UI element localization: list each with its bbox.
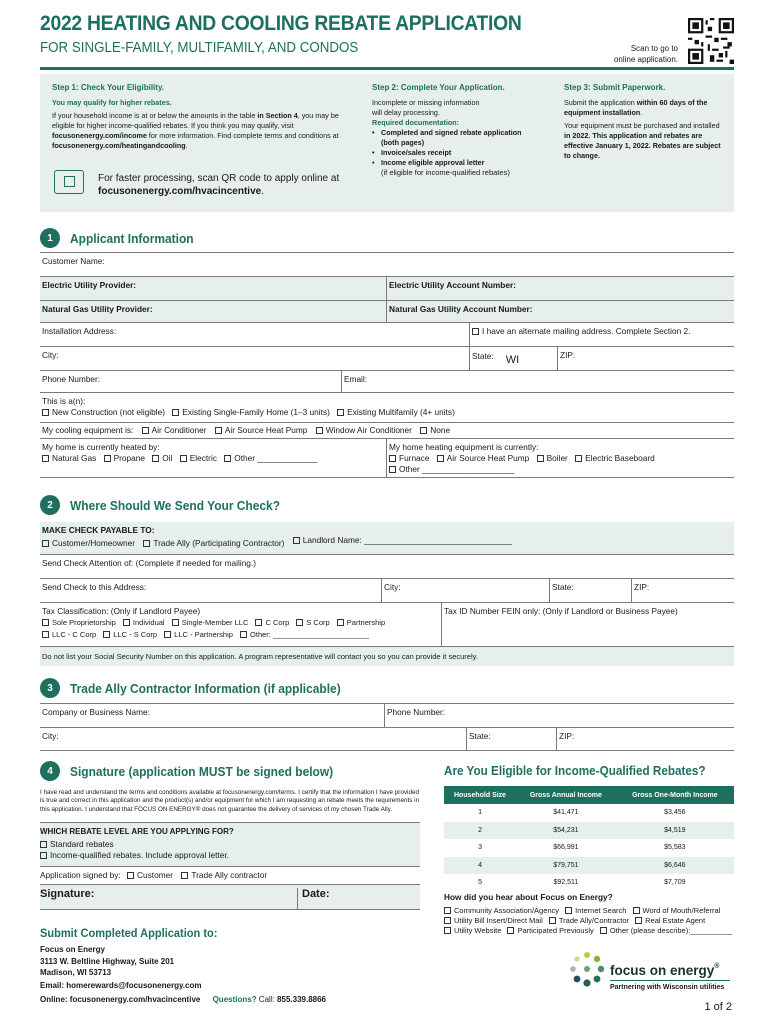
c-corp-checkbox[interactable]: C Corp bbox=[255, 618, 289, 627]
document-subtitle: FOR SINGLE-FAMILY, MULTIFAMILY, AND CONDOS bbox=[40, 40, 359, 56]
ta-phone-field[interactable]: Phone Number: bbox=[387, 707, 446, 717]
logo-wordmark: focus on energy® bbox=[610, 963, 720, 978]
heat-other-checkbox[interactable]: Other _____________ bbox=[224, 453, 317, 463]
online-link[interactable]: focusonenergy.com/hvacincentive bbox=[69, 995, 201, 1004]
required-docs-list: • Completed and signed rebate application (both pages) • Invoice/sales receipt • Income eligible approval letter (if eligible for income-qualified rebates) bbox=[372, 128, 552, 178]
pay-customer-checkbox[interactable]: Customer/Homeowner bbox=[42, 538, 135, 548]
payable-to-group: MAKE CHECK PAYABLE TO: Customer/Homeowner Trade Ally (Participating Contractor) Landlord Name: ________________________________ bbox=[40, 522, 734, 554]
hear-about-group: How did you hear about Focus on Energy? Community Association/Agency Internet Search Word of Mouth/Referral Utility Bill Insert/Direct Mail Trade Ally/Contractor Real Estate Agent Utility Website Participated Previously Other (please describe):__________ bbox=[444, 892, 733, 935]
signed-customer-checkbox[interactable]: Customer bbox=[127, 870, 173, 880]
income-table bbox=[444, 786, 734, 892]
email-link[interactable]: homerewards@focusonenergy.com bbox=[66, 981, 202, 990]
tax-id-field[interactable]: Tax ID Number FEIN only: (Only if Landlord or Business Payee) bbox=[444, 606, 678, 616]
logo-rule bbox=[610, 980, 730, 981]
focus-on-energy-logo-icon bbox=[568, 950, 606, 988]
hear-community-checkbox[interactable]: Community Association/Agency bbox=[444, 906, 559, 915]
income-header-household: Household Size bbox=[444, 786, 516, 804]
hvac-incentive-link[interactable]: focusonenergy.com/hvacincentive bbox=[98, 186, 262, 197]
installation-address-field[interactable]: Installation Address: bbox=[40, 323, 470, 346]
hear-other-checkbox[interactable]: Other (please describe):__________ bbox=[600, 926, 732, 935]
ta-company-field[interactable]: Company or Business Name: bbox=[40, 704, 385, 727]
hear-internet-checkbox[interactable]: Internet Search bbox=[565, 906, 626, 915]
table-row: 3 $66,991 $5,583 bbox=[478, 844, 686, 852]
signature-field[interactable]: Signature: bbox=[40, 888, 298, 910]
phone-field[interactable]: Phone Number: bbox=[40, 371, 342, 392]
rebate-level-group: WHICH REBATE LEVEL ARE YOU APPLYING FOR? Standard rebates Income-qualified rebates. Include approval letter. bbox=[40, 822, 420, 866]
hear-utility-website-checkbox[interactable]: Utility Website bbox=[444, 926, 501, 935]
income-qualified-checkbox[interactable]: Income-qualified rebates. Include approval letter. bbox=[40, 850, 420, 861]
email-field[interactable]: Email: bbox=[344, 374, 368, 384]
heat-propane-checkbox[interactable]: Propane bbox=[104, 453, 145, 463]
table-row: 1 $41,471 $3,456 bbox=[478, 809, 686, 817]
existing-single-family-checkbox[interactable]: Existing Single-Family Home (1–3 units) bbox=[172, 407, 330, 417]
date-field[interactable]: Date: bbox=[302, 888, 330, 900]
cool-window-checkbox[interactable]: Window Air Conditioner bbox=[316, 425, 412, 435]
attention-field[interactable]: Send Check Attention of: (Complete if needed for mailing.) bbox=[40, 554, 734, 578]
signed-trade-ally-checkbox[interactable]: Trade Ally contractor bbox=[181, 870, 267, 880]
send-address-field[interactable]: Send Check to this Address: bbox=[40, 579, 382, 602]
income-eligibility-title: Are You Eligible for Income-Qualified Rebates? bbox=[444, 763, 706, 778]
pay-trade-ally-checkbox[interactable]: Trade Ally (Participating Contractor) bbox=[143, 538, 284, 548]
cool-ashp-checkbox[interactable]: Air Source Heat Pump bbox=[215, 425, 308, 435]
phone-link[interactable]: 855.339.8866 bbox=[277, 995, 326, 1004]
zip-field[interactable]: ZIP: bbox=[560, 350, 576, 360]
ta-zip-field[interactable]: ZIP: bbox=[559, 731, 575, 741]
document-title: 2022 HEATING AND COOLING REBATE APPLICATION bbox=[40, 12, 522, 35]
ta-city-field[interactable]: City: bbox=[40, 728, 467, 750]
header-rule bbox=[40, 67, 734, 70]
eq-baseboard-checkbox[interactable]: Electric Baseboard bbox=[575, 453, 655, 463]
step-1: Step 1: Check Your Eligibility. You may qualify for higher rebates. If your household income is at or below the amounts in the table in Section 4, you may be eligible for higher income-qualified rebates. If you think you may qualify, visit focusonenergy.com/income for more information. Find complete terms and conditions at focusonenergy.com/heatingandcooling. bbox=[52, 83, 339, 150]
gas-provider-field[interactable]: Natural Gas Utility Provider: bbox=[40, 301, 387, 322]
llc-partnership-checkbox[interactable]: LLC - Partnership bbox=[164, 630, 233, 639]
pay-landlord-checkbox[interactable]: Landlord Name: ________________________________ bbox=[293, 535, 512, 545]
heat-gas-checkbox[interactable]: Natural Gas bbox=[42, 453, 96, 463]
eq-boiler-checkbox[interactable]: Boiler bbox=[537, 453, 568, 463]
submit-address: Focus on Energy 3113 W. Beltline Highway, Suite 201 Madison, WI 53713 bbox=[40, 945, 175, 977]
section-1-header: 1 Applicant Information bbox=[40, 228, 204, 248]
customer-name-field[interactable]: Customer Name: bbox=[40, 252, 734, 276]
cooling-equipment-group: My cooling equipment is: Air Conditioner Air Source Heat Pump Window Air Conditioner None bbox=[40, 422, 734, 438]
state-field[interactable]: State: WI bbox=[470, 347, 558, 370]
scan-instruction: Scan to go to online application. bbox=[613, 44, 678, 64]
alternate-address-checkbox[interactable]: I have an alternate mailing address. Complete Section 2. bbox=[470, 323, 734, 346]
heat-electric-checkbox[interactable]: Electric bbox=[180, 453, 217, 463]
checkbox-icon bbox=[472, 328, 479, 335]
s-corp-checkbox[interactable]: S Corp bbox=[296, 618, 329, 627]
income-header-monthly: Gross One-Month Income bbox=[616, 786, 734, 804]
heat-oil-checkbox[interactable]: Oil bbox=[152, 453, 172, 463]
table-row: 2 $54,231 $4,519 bbox=[444, 822, 734, 840]
section-3-header: 3 Trade Ally Contractor Information (if applicable) bbox=[40, 678, 364, 698]
page-number: 1 of 2 bbox=[704, 1001, 732, 1013]
table-row: 4 $79,751 $6,646 bbox=[444, 857, 734, 875]
heating-equipment-group: My home heating equipment is currently: Furnace Air Source Heat Pump Boiler Electric Baseboard Other ____________________ bbox=[387, 439, 734, 477]
submit-title: Submit Completed Application to: bbox=[40, 926, 218, 940]
submit-online: Online: focusonenergy.com/hvacincentive Questions? Call: 855.339.8866 bbox=[40, 995, 326, 1004]
eq-furnace-checkbox[interactable]: Furnace bbox=[389, 453, 429, 463]
income-header-annual: Gross Annual Income bbox=[516, 786, 616, 804]
step-2: Step 2: Complete Your Application. Incomplete or missing information will delay processing. Required documentation: • Completed and signed rebate application (both pages) • Invoice/sales receipt • Income eligible approval letter (if eligible for income-qualified rebates) bbox=[372, 83, 552, 178]
send-state-field[interactable]: State: bbox=[550, 579, 632, 602]
individual-checkbox[interactable]: Individual bbox=[123, 618, 165, 627]
standard-rebate-checkbox[interactable]: Standard rebates bbox=[40, 839, 420, 850]
electric-account-field[interactable]: Electric Utility Account Number: bbox=[389, 280, 516, 290]
hear-trade-ally-checkbox[interactable]: Trade Ally/Contractor bbox=[549, 916, 629, 925]
logo-tagline: Partnering with Wisconsin utilities bbox=[610, 984, 725, 991]
tax-classification-group: Tax Classification: (Only if Landlord Payee) Sole Proprietorship Individual Single-Member LLC C Corp S Corp Partnership LLC - C Corp LLC - S Corp LLC - Partnership Other: _______________________ bbox=[40, 603, 442, 646]
terms-statement: I have read and understand the terms and conditions available at focusonenergy.com/terms. I certify that the information I have provided is true and correct in this application and the product(s) and/or equipment for which I am requesting an rebate meets the requirements in this application. I understand that FOCUS ON ENERGY® does not guarantee the delivery of services of my chosen Trade Ally. bbox=[40, 789, 420, 813]
hear-participated-checkbox[interactable]: Participated Previously bbox=[507, 926, 593, 935]
hear-real-estate-checkbox[interactable]: Real Estate Agent bbox=[635, 916, 705, 925]
send-city-field[interactable]: City: bbox=[382, 579, 550, 602]
step-3: Step 3: Submit Paperwork. Submit the application within 60 days of the equipment installation. Your equipment must be purchased and installed in 2022. This application and rebates are effective January 1, 2022. Rebates are subject to change. bbox=[564, 83, 721, 160]
signed-by-group: Application signed by: Customer Trade Ally contractor bbox=[40, 866, 420, 884]
tax-other-checkbox[interactable]: Other: _______________________ bbox=[240, 630, 369, 639]
existing-multifamily-checkbox[interactable]: Existing Multifamily (4+ units) bbox=[337, 407, 455, 417]
property-type-group: This is a(n): New Construction (not eligible) Existing Single-Family Home (1–3 units) Existing Multifamily (4+ units) bbox=[40, 392, 734, 422]
eq-other-checkbox[interactable]: Other ____________________ bbox=[389, 464, 732, 475]
faster-processing-note: For faster processing, scan QR code to apply online at focusonenergy.com/hvacincentive. bbox=[98, 173, 340, 197]
llc-c-corp-checkbox[interactable]: LLC - C Corp bbox=[42, 630, 96, 639]
section-2-header: 2 Where Should We Send Your Check? bbox=[40, 495, 298, 515]
sole-proprietorship-checkbox[interactable]: Sole Proprietorship bbox=[42, 618, 116, 627]
hear-word-of-mouth-checkbox[interactable]: Word of Mouth/Referral bbox=[633, 906, 721, 915]
partnership-checkbox[interactable]: Partnership bbox=[337, 618, 385, 627]
qr-code-icon[interactable] bbox=[688, 18, 734, 64]
llc-s-corp-checkbox[interactable]: LLC - S Corp bbox=[103, 630, 157, 639]
ta-state-field[interactable]: State: bbox=[467, 728, 557, 750]
cool-none-checkbox[interactable]: None bbox=[420, 425, 450, 435]
hear-utility-bill-checkbox[interactable]: Utility Bill Insert/Direct Mail bbox=[444, 916, 543, 925]
mobile-device-icon bbox=[54, 170, 84, 194]
submit-email: Email: homerewards@focusonenergy.com bbox=[40, 981, 202, 990]
section-4-header: 4 Signature (application MUST be signed below) bbox=[40, 761, 356, 781]
gas-account-field[interactable]: Natural Gas Utility Account Number: bbox=[389, 304, 533, 314]
eq-ashp-checkbox[interactable]: Air Source Heat Pump bbox=[437, 453, 530, 463]
electric-provider-field[interactable]: Electric Utility Provider: bbox=[40, 277, 387, 300]
new-construction-checkbox[interactable]: New Construction (not eligible) bbox=[42, 407, 165, 417]
cool-ac-checkbox[interactable]: Air Conditioner bbox=[142, 425, 207, 435]
steps-panel bbox=[40, 74, 734, 212]
table-row: 5 $92,511 $7,709 bbox=[478, 879, 686, 887]
ssn-note: Do not list your Social Security Number on this application. A program representative will contact you so you can provide it securely. bbox=[40, 646, 734, 666]
state-value: WI bbox=[505, 354, 520, 366]
heating-fuel-group: My home is currently heated by: Natural Gas Propane Oil Electric Other _____________ bbox=[40, 439, 387, 477]
send-zip-field[interactable]: ZIP: bbox=[634, 582, 650, 592]
single-member-llc-checkbox[interactable]: Single-Member LLC bbox=[172, 618, 249, 627]
city-field[interactable]: City: bbox=[40, 347, 470, 370]
